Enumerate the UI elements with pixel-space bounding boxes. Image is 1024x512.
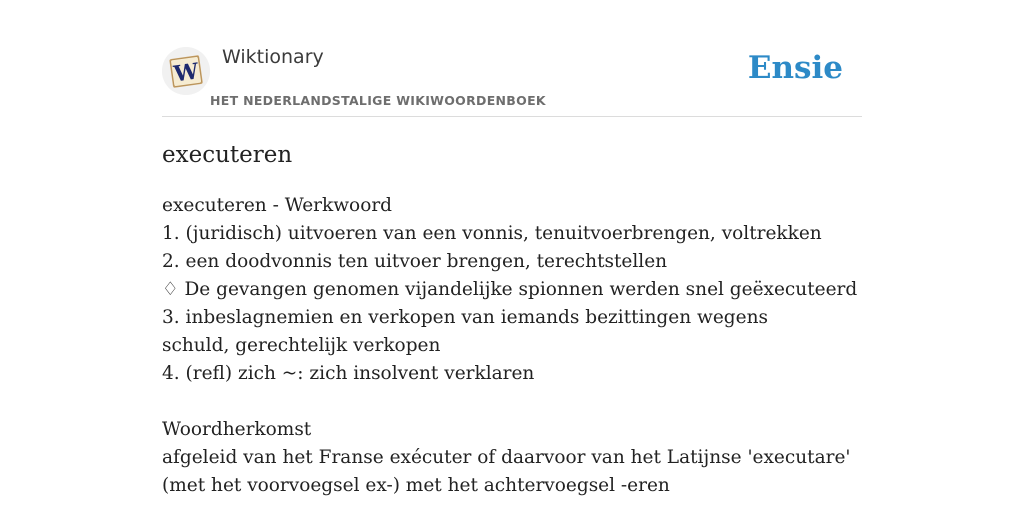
definition-block: [162, 192, 872, 500]
entry-heading-line: executeren - Werkwoord: [162, 195, 393, 216]
wiktionary-logo-icon[interactable]: [162, 47, 210, 95]
svg-text:W: W: [172, 58, 201, 88]
page-title: executeren: [162, 142, 293, 168]
brand-logo[interactable]: Ensie: [747, 50, 843, 86]
etymology-heading: Woordherkomst: [162, 419, 312, 440]
example-sentence: ♢ De gevangen genomen vijandelijke spionnen werden snel geëxecuteerd: [162, 279, 858, 300]
definition-item: 2. een doodvonnis ten uitvoer brengen, terechtstellen: [162, 251, 668, 272]
definition-item: 4. (refl) zich ~: zich insolvent verklaren: [162, 363, 535, 384]
spacer: [162, 388, 872, 416]
source-name[interactable]: Wiktionary: [222, 46, 324, 68]
etymology-text: afgeleid van het Franse exécuter of daarvoor van het Latijnse 'executare' (met het voorvoegsel ex-) met het achtervoegsel -eren: [162, 447, 851, 496]
definition-item: 3. inbeslagnemien en verkopen van iemands bezittingen wegens schuld, gerechtelijk verkopen: [162, 307, 768, 356]
definition-item: 1. (juridisch) uitvoeren van een vonnis, tenuitvoerbrengen, voltrekken: [162, 223, 822, 244]
entry-content: [162, 139, 872, 500]
source-tagline: HET NEDERLANDSTALIGE WIKIWOORDENBOEK: [210, 93, 546, 108]
source-header: [162, 42, 862, 117]
